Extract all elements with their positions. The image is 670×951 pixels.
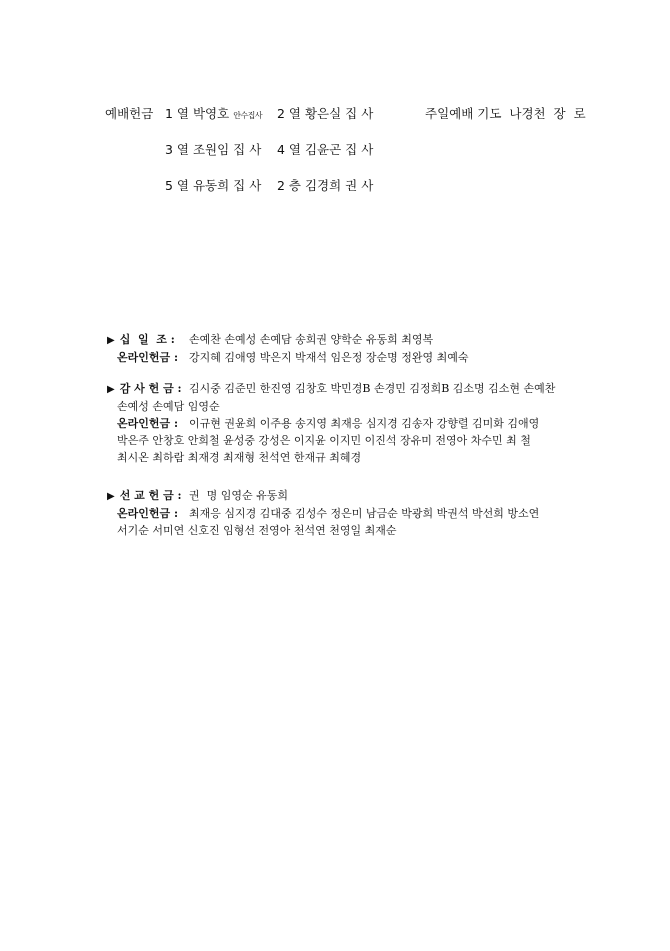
offering-assignment: 5 열 유동희 집 사 [165,178,262,193]
list-item [107,331,577,349]
missions-section [107,487,577,539]
name-list: 권 명 임영순 유동희 [189,489,288,502]
list-item [107,380,577,398]
list-item [107,415,577,432]
list-heading: 감 사 헌 금 : [119,382,182,395]
offering-assignment: 4 열 김윤곤 집 사 [277,142,374,157]
name-list: 손예찬 손예성 손예담 송희권 양학순 유동희 최영복 [189,333,434,346]
list-heading: 십 일 조 : [119,333,175,346]
name-list: 이규현 권윤희 이주용 송지영 최재응 심지경 김송자 강향렬 김미화 김애영 [189,417,540,430]
name-list: 강지혜 김애영 박은지 박재석 임은정 장순명 정완영 최예숙 [189,351,469,364]
offering-assignment: 1 열 박영호 [165,106,230,121]
thanksgiving-section [107,380,577,466]
triangle-bullet-icon: ▶ [107,491,115,502]
offering-label: 예배헌금 [105,106,154,121]
name-list: 김시중 김준민 한진영 김창호 박민경B 손경민 김정희B 김소명 김소현 손예찬 [189,382,556,395]
tithe-section [107,331,577,366]
triangle-bullet-icon: ▶ [107,335,115,346]
offering-title-small: 안수집사 [233,111,263,120]
list-item [107,349,577,366]
list-heading: 온라인헌금 : [117,417,179,430]
list-heading: 선 교 헌 금 : [119,489,182,502]
offering-assignment: 3 열 조원임 집 사 [165,142,262,157]
list-item [107,505,577,522]
prayer-assignment: 주일예배 기도 나경천 장 로 [425,106,586,121]
offering-assignment: 2 층 김경희 권 사 [277,178,374,193]
list-heading: 온라인헌금 : [117,507,179,520]
name-list-continued: 손예성 손예담 임영순 [117,400,220,413]
list-item [107,487,577,505]
name-list: 최재응 심지경 김대중 김성수 정은미 남금순 박광희 박권석 박선희 방소연 [189,507,540,520]
list-heading: 온라인헌금 : [117,351,179,364]
offering-assignment: 2 열 황은실 집 사 [277,106,374,121]
name-list-continued: 박은주 안창호 안희철 윤성중 강성은 이지윤 이지민 이진석 장유미 전영아 차수민 최 철 최시온 최하람 최재경 최재형 천석연 한재규 최혜경 [117,434,531,464]
name-list-continued: 서기순 서미연 신호진 임형선 전영아 천석연 천영일 최재순 [117,524,397,537]
triangle-bullet-icon: ▶ [107,384,115,395]
